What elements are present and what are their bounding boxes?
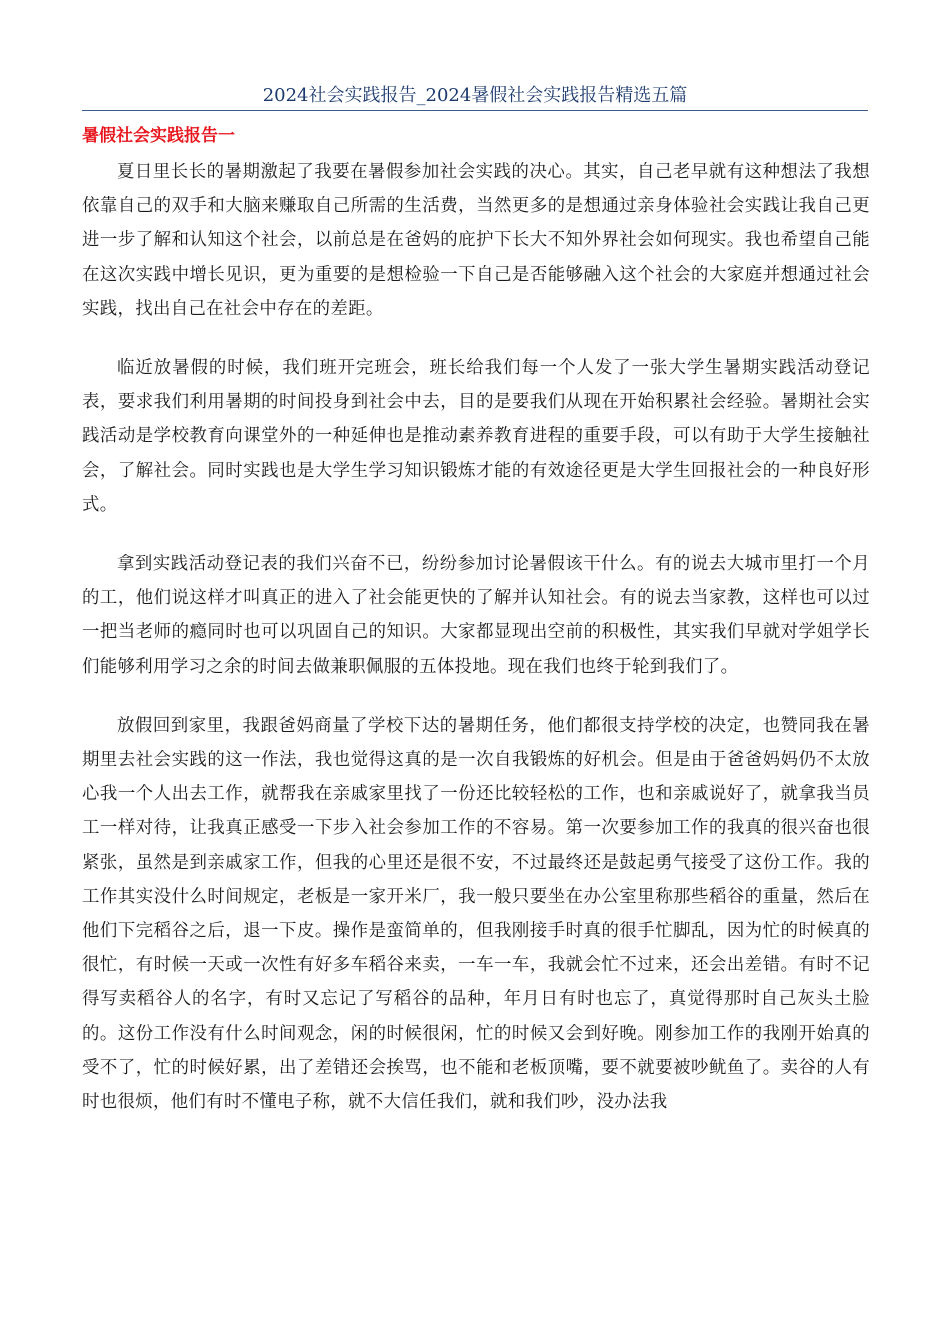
paragraph: 夏日里长长的暑期激起了我要在暑假参加社会实践的决心。其实，自己老早就有这种想法了我想依靠自己的双手和大脑来赚取自己所需的生活费，当然更多的是想通过亲身体验社会实践让我自己更进一步了解和认知这个社会，以前总是在爸妈的庇护下长大不知外界社会如何现实。我也希望自己能在这次实践中增长见识，更为重要的是想检验一下自己是否能够融入这个社会的大家庭并想通过社会实践，找出自己在社会中存在的差距。 [82, 162, 870, 319]
header-title: 2024社会实践报告_2024暑假社会实践报告精选五篇 [262, 85, 688, 106]
running-header [82, 84, 868, 111]
paragraph: 拿到实践活动登记表的我们兴奋不已，纷纷参加讨论暑假该干什么。有的说去大城市里打一个月的工，他们说这样才叫真正的进入了社会能更快的了解并认知社会。有的说去当家教，这样也可以过一把当老师的瘾同时也可以巩固自己的知识。大家都显现出空前的积极性，其实我们早就对学姐学长们能够利用学习之余的时间去做兼职佩服的五体投地。现在我们也终于轮到我们了。 [82, 554, 870, 677]
paragraph: 放假回到家里，我跟爸妈商量了学校下达的暑期任务，他们都很支持学校的决定，也赞同我在暑期里去社会实践的这一作法，我也觉得这真的是一次自我锻炼的好机会。但是由于爸爸妈妈仍不太放心我一个人出去工作，就帮我在亲戚家里找了一份还比较轻松的工作，也和亲戚说好了，就拿我当员工一样对待，让我真正感受一下步入社会参加工作的不容易。第一次要参加工作的我真的很兴奋也很紧张，虽然是到亲戚家工作，但我的心里还是很不安，不过最终还是鼓起勇气接受了这份工作。我的工作其实没什么时间规定，老板是一家开米厂，我一般只要坐在办公室里称那些稻谷的重量，然后在他们下完稻谷之后，退一下皮。操作是蛮简单的，但我刚接手时真的很手忙脚乱，因为忙的时候真的很忙，有时候一天或一次性有好多车稻谷来卖，一车一车，我就会忙不过来，还会出差错。有时不记得写卖稻谷人的名字，有时又忘记了写稻谷的品种，年月日有时也忘了，真觉得那时自己灰头土脸的。这份工作没有什么时间观念，闲的时候很闲，忙的时候又会到好晚。刚参加工作的我刚开始真的受不了，忙的时候好累，出了差错还会挨骂，也不能和老板顶嘴，要不就要被吵鱿鱼了。卖谷的人有时也很烦，他们有时不懂电子称，就不大信任我们，就和我们吵，没办法我 [82, 715, 870, 1113]
paragraph: 临近放暑假的时候，我们班开完班会，班长给我们每一个人发了一张大学生暑期实践活动登记表，要求我们利用暑期的时间投身到社会中去，目的是要我们从现在开始积累社会经验。暑期社会实践活动是学校教育向课堂外的一种延伸也是推动素养教育进程的重要手段，可以有助于大学生接触社会，了解社会。同时实践也是大学生学习知识锻炼才能的有效途径更是大学生回报社会的一种良好形式。 [82, 358, 870, 515]
section-heading: 暑假社会实践报告一 [82, 126, 235, 146]
body-text [82, 155, 870, 1144]
